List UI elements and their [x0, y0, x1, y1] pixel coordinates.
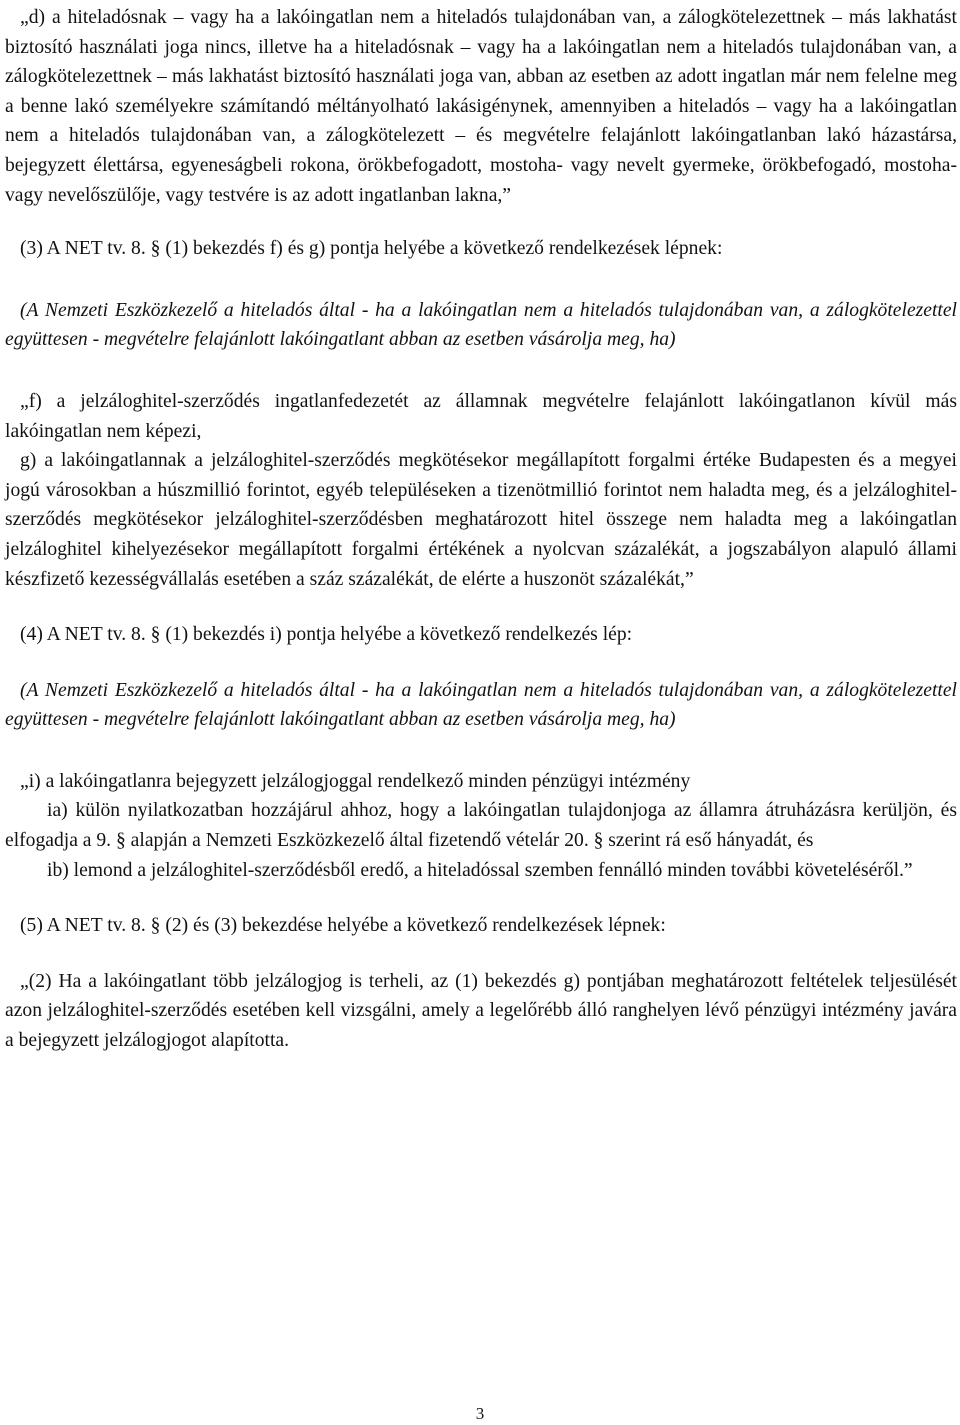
section-4-point-ia: ia) külön nyilatkozatban hozzájárul ahhoz, hogy a lakóingatlan tulajdonjoga az államra átruházásra kerüljön, és elfogadja a 9. § alapján a Nemzeti Eszközkezelő által fizetendő vételár 20. § szerint rá eső hányadát, és: [5, 800, 957, 852]
section-4-context: (A Nemzeti Eszközkezelő a hiteladós által - ha a lakóingatlan nem a hiteladós tulajdonában van, a zálogkötelezettel együttesen - megvételre felajánlott lakóingatlant abban az esetben vásárolja meg, ha): [5, 679, 957, 731]
document-page: [5, 0, 957, 1056]
section-3-point-f: „f) a jelzáloghitel-szerződés ingatlanfedezetét az államnak megvételre felajánlott lakóingatlanon kívül más lakóingatlan nem képezi,: [5, 390, 957, 442]
section-3-context: (A Nemzeti Eszközkezelő a hiteladós által - ha a lakóingatlan nem a hiteladós tulajdonában van, a zálogkötelezettel együttesen - megvételre felajánlott lakóingatlant abban az esetben vásárolja meg, ha): [5, 299, 957, 351]
section-4-point-ib: ib) lemond a jelzáloghitel-szerződésből eredő, a hiteladóssal szemben fennálló minden további követeléséről.”: [47, 859, 913, 881]
section-5-paragraph-2: „(2) Ha a lakóingatlant több jelzálogjog is terheli, az (1) bekezdés g) pontjában meghatározott feltételek teljesülését azon jelzáloghitel-szerződés esetében kell vizsgálni, amely a legelőrébb álló ranghelyen lévő pénzügyi intézmény javára a bejegyzett jelzálogjogot alapította.: [5, 970, 957, 1052]
section-4-point-i: „i) a lakóingatlanra bejegyzett jelzálogjoggal rendelkező minden pénzügyi intézmény: [20, 770, 691, 792]
page-number: 3: [475, 1404, 485, 1423]
section-4-heading: (4) A NET tv. 8. § (1) bekezdés i) pontja helyébe a következő rendelkezés lép:: [20, 624, 633, 646]
section-3-heading: (3) A NET tv. 8. § (1) bekezdés f) és g) pontja helyébe a következő rendelkezések lépnek:: [20, 238, 723, 260]
section-5-heading: (5) A NET tv. 8. § (2) és (3) bekezdése helyébe a következő rendelkezések lépnek:: [20, 915, 666, 937]
paragraph-d-point: „d) a hiteladósnak ‒ vagy ha a lakóingatlan nem a hiteladós tulajdonában van, a zálogkötelezettnek ‒ más lakhatást biztosító használati joga nincs, illetve ha a hiteladósnak ‒ vagy ha a lakóingatlan nem a hiteladós tulajdonában van, a zálogkötelezettnek ‒ más lakhatást biztosító használati joga van, abban az esetben az adott ingatlan már nem felelne meg a benne lakó személyekre számítandó méltányolható lakásigénynek, amennyiben a hiteladós ‒ vagy ha a lakóingatlan nem a hiteladós tulajdonában van, a zálogkötelezett ‒ és megvételre felajánlott lakóingatlanban lakó házastársa, bejegyzett élettársa, egyeneságbeli rokona, örökbefogadott, mostoha- vagy nevelt gyermeke, örökbefogadó, mostoha- vagy nevelőszülője, vagy testvére is az adott ingatlanban lakna,”: [5, 7, 957, 206]
section-3-point-g: g) a lakóingatlannak a jelzáloghitel-szerződés megkötésekor megállapított forgalmi értéke Budapesten és a megyei jogú városokban a húszmillió forintot, egyéb településeken a tizenötmillió forintot nem haladta meg, és a jelzáloghitel-szerződés megkötésekor jelzáloghitel-szerződésben meghatározott hitel összege nem haladta meg a lakóingatlan jelzáloghitel kihelyezésekor megállapított forgalmi értékének a nyolcvan százalékát, a jogszabályon alapuló állami készfizető kezességvállalás esetében a száz százalékát, de elérte a huszonöt százalékát,”: [5, 450, 957, 590]
